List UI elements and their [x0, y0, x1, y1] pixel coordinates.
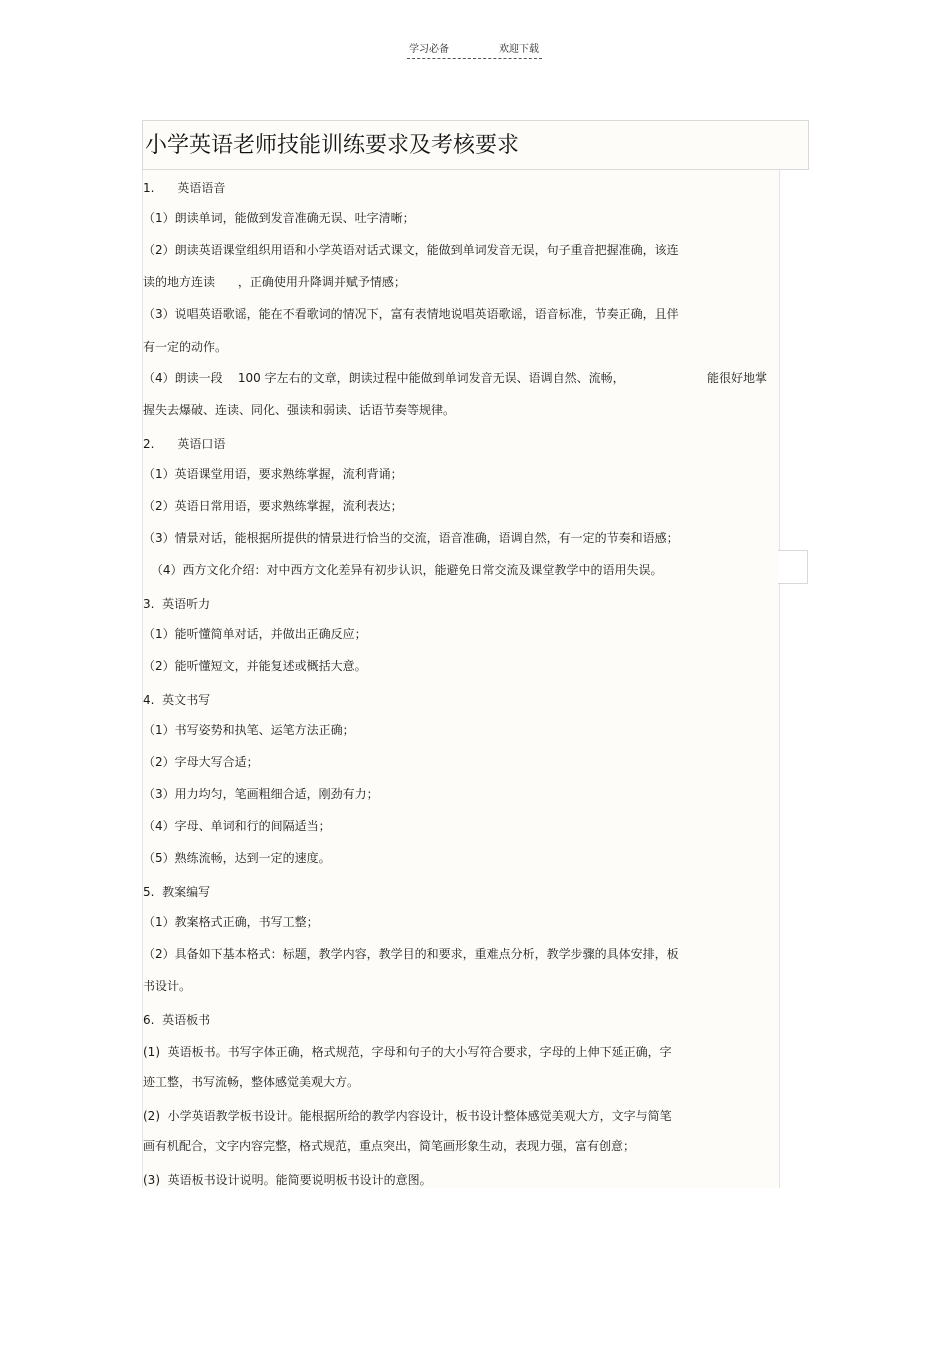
side-frame — [778, 550, 808, 584]
list-item: （2）具备如下基本格式：标题，教学内容，教学目的和要求，重难点分析，教学步骤的具体安排，板 — [143, 947, 679, 961]
list-item: (2) 小学英语教学板书设计。能根据所给的教学内容设计，板书设计整体感觉美观大方，文字与简笔 — [143, 1109, 672, 1123]
list-item: （2）英语日常用语，要求熟练掌握，流利表达； — [143, 499, 403, 513]
section-heading: 2. 英语口语 — [143, 437, 226, 451]
list-item: 画有机配合，文字内容完整，格式规范，重点突出，简笔画形象生动，表现力强，富有创意； — [143, 1139, 636, 1153]
list-item: 迹工整，书写流畅，整体感觉美观大方。 — [143, 1075, 360, 1089]
list-item: 读的地方连读 ，正确使用升降调并赋予情感； — [143, 275, 406, 289]
header-right-text: 欢迎下载 — [499, 44, 539, 55]
list-item: （1）教案格式正确，书写工整； — [143, 915, 319, 929]
list-item-tail: 能很好地掌 — [707, 371, 768, 385]
list-item: 握失去爆破、连读、同化、强读和弱读、话语节奏等规律。 — [143, 403, 456, 417]
list-item: （3）用力均匀，笔画粗细合适，刚劲有力； — [143, 787, 379, 801]
list-item: （2）字母大写合适； — [143, 755, 259, 769]
section-heading: 1. 英语语音 — [143, 181, 226, 195]
document-title: 小学英语老师技能训练要求及考核要求 — [145, 133, 520, 158]
list-item: （4）朗读一段 100 字左右的文章，朗读过程中能做到单词发音无误、语调自然、流畅， — [143, 371, 625, 385]
list-item: (3) 英语板书设计说明。能简要说明板书设计的意图。 — [143, 1173, 432, 1187]
list-item: 书设计。 — [143, 979, 192, 993]
page-header — [407, 38, 542, 59]
list-item: （1）能听懂简单对话，并做出正确反应； — [143, 627, 367, 641]
list-item: （2）能听懂短文，并能复述或概括大意。 — [143, 659, 367, 673]
list-item: （1）英语课堂用语，要求熟练掌握，流利背诵； — [143, 467, 403, 481]
list-item: （1）朗读单词，能做到发音准确无误、吐字清晰； — [143, 211, 415, 225]
section-heading: 4. 英文书写 — [143, 693, 211, 707]
list-item: （3）说唱英语歌谣，能在不看歌词的情况下，富有表情地说唱英语歌谣，语音标准，节奏正确，且伴 — [143, 307, 679, 321]
list-item: （4）西方文化介绍：对中西方文化差异有初步认识，能避免日常交流及课堂教学中的语用失误。 — [147, 563, 663, 577]
list-item: （2）朗读英语课堂组织用语和小学英语对话式课文，能做到单词发音无误，句子重音把握准确，该连 — [143, 243, 679, 257]
list-item: （3）情景对话，能根据所提供的情景进行恰当的交流，语音准确，语调自然，有一定的节奏和语感； — [143, 531, 679, 545]
list-item: （1）书写姿势和执笔、运笔方法正确； — [143, 723, 355, 737]
list-item: （5）熟练流畅，达到一定的速度。 — [143, 851, 331, 865]
section-heading: 6. 英语板书 — [143, 1013, 211, 1027]
list-item: （4）字母、单词和行的间隔适当； — [143, 819, 331, 833]
list-item: (1) 英语板书。书写字体正确，格式规范，字母和句子的大小写符合要求，字母的上伸下延正确，字 — [143, 1045, 672, 1059]
section-heading: 3. 英语听力 — [143, 597, 211, 611]
header-left-text: 学习必备 — [409, 44, 449, 55]
section-heading: 5. 教案编写 — [143, 885, 211, 899]
list-item: 有一定的动作。 — [143, 340, 228, 354]
